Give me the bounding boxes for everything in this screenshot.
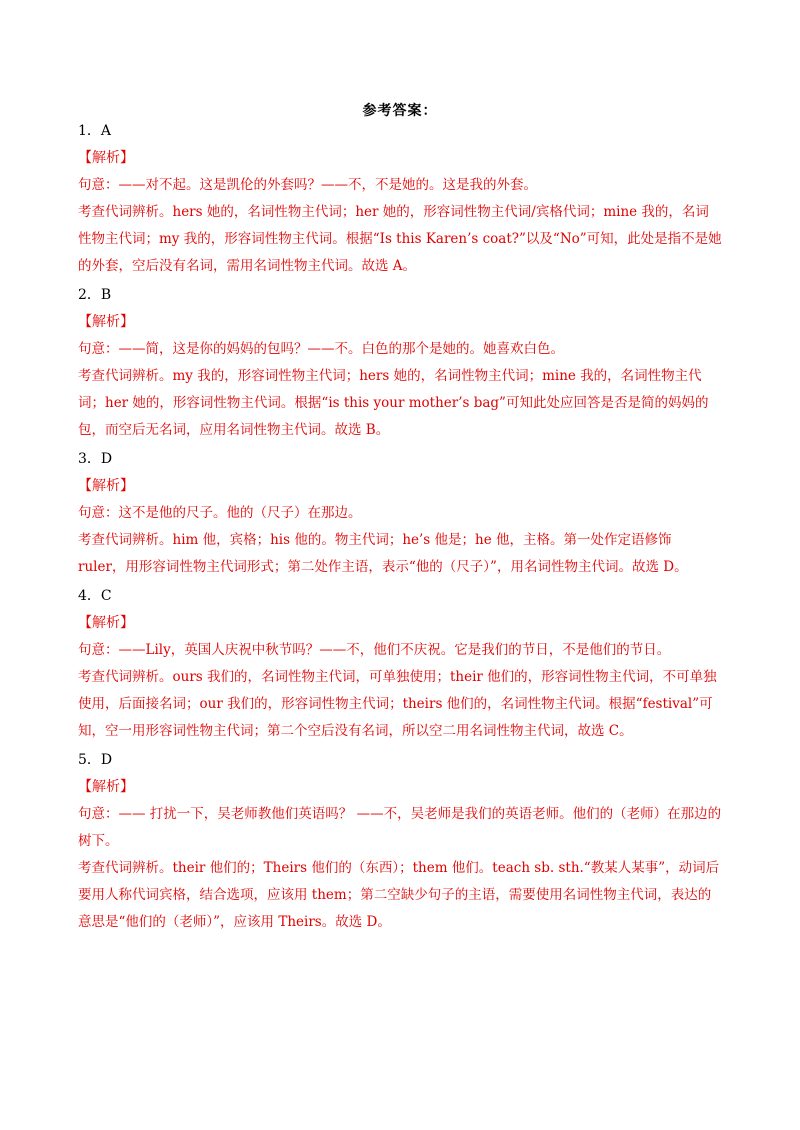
question-number: 1．A [78,123,112,139]
sentence-meaning: 句意：—— 打扰一下，吴老师教他们英语吗？ ——不，吴老师是我们的英语老师。他们的（老师）在那边的树下。 [78,806,722,849]
question-number: 3．D [78,451,113,467]
analysis-label: 【解析】 [78,314,134,330]
analysis-text: 考查代词辨析。him 他，宾格；his 他的。物主代词；he’s 他是；he 他，主格。第一处作定语修饰 ruler，用形容词性物主代词形式；第二处作主语，表示“他的（尺子）”，用名词性物主代词。故选 D。 [78,532,688,575]
analysis-label: 【解析】 [78,615,134,631]
answer-list [78,118,722,938]
analysis-label: 【解析】 [78,150,134,166]
analysis-label: 【解析】 [78,478,134,494]
analysis-text: 考查代词辨析。hers 她的，名词性物主代词；her 她的，形容词性物主代词/宾格代词；mine 我的，名词性物主代词；my 我的，形容词性物主代词。根据“Is this Karen’s coat?”以及“No”可知，此处是指不是她的外套，空后没有名词，需用名词性物主代词。故选 A。 [78,204,722,274]
answer-item-1 [78,118,722,280]
page-title: 参考答案： [362,103,438,119]
analysis-text: 考查代词辨析。ours 我们的，名词性物主代词，可单独使用；their 他们的，形容词性物主代词，不可单独使用，后面接名词；our 我们的，形容词性物主代词；theirs 他们的，名词性物主代词。根据“festival”可知，空一用形容词性物主代词；第二个空后没有名词，所以空二用名词性物主代词，故选 C。 [78,669,717,739]
question-number: 2．B [78,287,112,303]
sentence-meaning: 句意：——简，这是你的妈妈的包吗？——不。白色的那个是她的。她喜欢白色。 [78,341,564,357]
answer-item-3 [78,446,722,581]
answer-item-2 [78,282,722,444]
answer-item-4 [78,583,722,745]
analysis-text: 考查代词辨析。their 他们的；Theirs 他们的（东西）；them 他们。teach sb. sth.“教某人某事”，动词后要用人称代词宾格，结合选项，应该用 them；第二空缺少句子的主语，需要使用名词性物主代词，表达的意思是“他们的（老师）”，应该用 Theirs。故选 D。 [78,860,720,930]
analysis-text: 考查代词辨析。my 我的，形容词性物主代词；hers 她的，名词性物主代词；mine 我的，名词性物主代词；her 她的，形容词性物主代词。根据“is this your mother’s bag”可知此处应回答是否是简的妈妈的包，而空后无名词，应用名词性物主代词。故选 B。 [78,368,709,438]
sentence-meaning: 句意：——对不起。这是凯伦的外套吗？——不，不是她的。这是我的外套。 [78,177,537,193]
analysis-label: 【解析】 [78,779,134,795]
sentence-meaning: 句意：——Lily，英国人庆祝中秋节吗？——不，他们不庆祝。它是我们的节日，不是他们的节日。 [78,642,671,658]
question-number: 5．D [78,752,113,768]
answer-item-5 [78,747,722,936]
sentence-meaning: 句意：这不是他的尺子。他的（尺子）在那边。 [78,505,362,521]
question-number: 4．C [78,588,112,604]
